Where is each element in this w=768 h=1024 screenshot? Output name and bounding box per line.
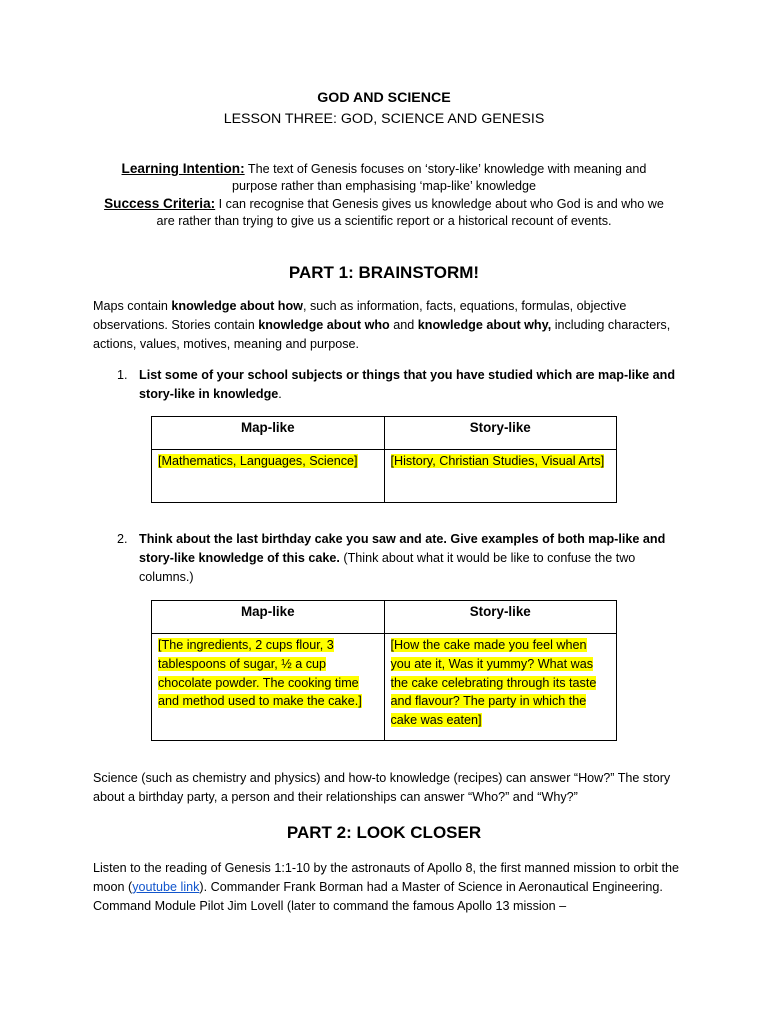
table-1-map-answer: [Mathematics, Languages, Science] <box>158 454 358 468</box>
part1-outro: Science (such as chemistry and physics) and how-to knowledge (recipes) can answer “How?” The story about a birthday party, a person and their relationships can answer “Who?” and “Why?” <box>93 771 671 804</box>
intro-text-3: and <box>389 317 418 332</box>
table-1-col-story: Story-like <box>384 417 617 450</box>
learning-intention-label: Learning Intention: <box>121 161 245 176</box>
part1-heading: PART 1: BRAINSTORM! <box>288 263 480 282</box>
lesson-subtitle: LESSON THREE: GOD, SCIENCE AND GENESIS <box>223 111 545 127</box>
success-criteria <box>100 195 668 230</box>
table-2-col-map: Map-like <box>152 601 385 634</box>
question-2-bold: Think about the last birthday cake you saw and ate. Give examples of both map-like and story-like knowledge of this cake. <box>139 532 666 565</box>
table-2-story-answer: [How the cake made you feel when you ate it, Was it yummy? What was the cake celebrating through its taste and flavour? The party in which the cake was eaten] <box>390 638 597 728</box>
table-2-map-answer: [The ingredients, 2 cups flour, 3 tablespoons of sugar, ½ a cup chocolate powder. The cooking time and method used to make the cake.] <box>158 638 362 709</box>
intro-text-1: Maps contain <box>93 299 172 313</box>
question-1-number: 1. <box>117 368 128 382</box>
question-2-rest: (Think about what it would be like to confuse the two columns.) <box>139 550 636 584</box>
table-2-row <box>152 634 617 741</box>
part2-paragraph <box>93 859 683 915</box>
learning-intention <box>100 160 668 195</box>
question-2-number: 2. <box>117 532 128 546</box>
question-1-text <box>139 366 679 404</box>
table-1-cell-map[interactable] <box>152 450 385 503</box>
table-2-header-row <box>152 601 617 634</box>
table-1-row <box>152 450 617 503</box>
intro-bold-1: knowledge about how <box>171 299 303 313</box>
part2-heading: PART 2: LOOK CLOSER <box>286 823 482 842</box>
question-1-end: . <box>278 386 282 401</box>
document-title: GOD AND SCIENCE <box>317 90 451 106</box>
table-1-header-row <box>152 417 617 450</box>
question-2-text <box>139 530 679 586</box>
intro-text-4: including characters, actions, values, motives, meaning and purpose. <box>93 317 671 351</box>
youtube-link[interactable]: youtube link <box>132 879 200 894</box>
question-1-bold: List some of your school subjects or things that you have studied which are map-like and story-like in knowledge <box>139 368 676 401</box>
learning-intention-text: The text of Genesis focuses on ‘story-like’ knowledge with meaning and purpose rather than emphasising ‘map-like’ knowledge <box>231 162 647 193</box>
part2-text-1: Listen to the reading of Genesis 1:1-10 by the astronauts of Apollo 8, the first manned mission to orbit the moon ( <box>93 861 679 894</box>
table-1-cell-story[interactable] <box>384 450 617 503</box>
part1-intro <box>93 297 683 353</box>
success-criteria-label: Success Criteria: <box>104 196 216 211</box>
intro-bold-2: knowledge about who <box>258 317 390 332</box>
table-1 <box>151 416 617 503</box>
table-2-col-story: Story-like <box>384 601 617 634</box>
intro-bold-3: knowledge about why, <box>417 317 552 332</box>
table-2-cell-map[interactable] <box>152 634 385 741</box>
part2-text-2: ). Commander Frank Borman had a Master of Science in Aeronautical Engineering. Command Module Pilot Jim Lovell (later to command the famous Apollo 13 mission – <box>93 879 663 913</box>
table-1-story-answer: [History, Christian Studies, Visual Arts] <box>390 454 605 468</box>
table-1-col-map: Map-like <box>152 417 385 450</box>
learning-intention-block <box>100 160 668 230</box>
table-2-cell-story[interactable] <box>384 634 617 741</box>
success-criteria-text: I can recognise that Genesis gives us knowledge about who God is and who we are rather than trying to give us a scientific report or a historical recount of events. <box>156 197 664 228</box>
table-2 <box>151 600 617 741</box>
intro-text-2: , such as information, facts, equations, formulas, objective observations. Stories contain <box>93 299 627 332</box>
